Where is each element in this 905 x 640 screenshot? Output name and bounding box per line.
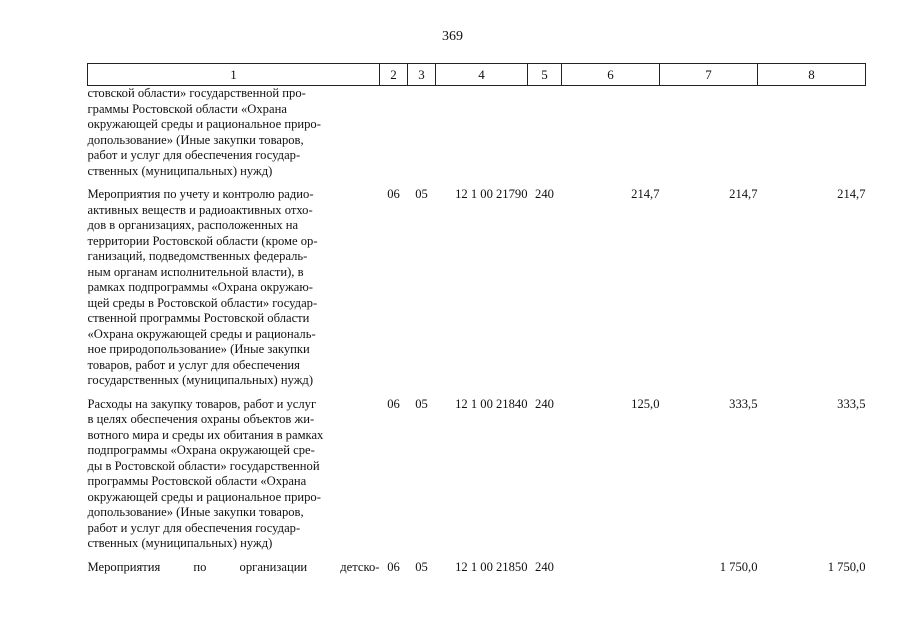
table-row [88,86,866,188]
description-line: дов в организациях, расположенных на [87,218,299,232]
amount-col7: 214,7 [729,187,758,201]
description-line: активных веществ и радиоактивных отхо- [87,202,313,217]
column-header-5: 5 [528,64,562,86]
section-code: 06 [387,559,400,574]
section-code: 06 [387,396,400,411]
description-line: Мероприятия по учету и контролю радио- [87,187,314,201]
description-line: подпрограммы «Охрана окружающей сре- [87,443,315,457]
description-line: ды в Ростовской области» государственной [87,458,320,473]
table-row [88,187,866,397]
description-line: ное природопользование» (Иные закупки [87,342,310,356]
row-description [88,560,380,584]
description-line: ным органам исполнительной власти), в [87,264,304,279]
description-line: ственных (муниципальных) нужд) [87,536,273,550]
column-header-7: 7 [660,64,758,86]
amount-col6: 125,0 [631,396,660,411]
description-line: «Охрана окружающей среды и рациональ- [87,326,316,341]
description-line: рамках подпрограммы «Охрана окружаю- [87,280,313,294]
amount-col8: 333,5 [837,396,866,411]
column-header-4: 4 [436,64,528,86]
section-code: 06 [387,187,400,201]
description-line: Расходы на закупку товаров, работ и услуг [87,396,317,411]
description-line: в целях обеспечения охраны объектов жи- [87,412,315,426]
column-header-6: 6 [562,64,660,86]
amount-col6 [562,560,660,584]
row-description [88,86,380,188]
column-number-header-row [88,64,866,86]
amount-col7: 333,5 [729,396,758,411]
amount-col6 [562,86,660,188]
target-article-code: 12 1 00 21850 [455,559,528,574]
column-header-8: 8 [758,64,866,86]
amount-col8 [758,86,866,188]
amount-col8: 214,7 [837,187,866,201]
description-line: программы Ростовской области «Охрана [87,474,307,488]
description-line: стовской области» государственной про- [87,86,306,100]
description-line: ственной программы Ростовской области [87,311,310,325]
description-line: щей среды в Ростовской области» государ- [87,295,318,310]
subsection-code: 05 [415,396,428,411]
target-article-code: 12 1 00 21840 [455,396,528,411]
column-header-1: 1 [88,64,380,86]
amount-col7 [660,86,758,188]
target-article-code: 12 1 00 21790 [455,187,528,201]
expense-type-code [528,86,562,188]
expense-type-code: 240 [535,559,554,574]
subsection-code: 05 [415,187,428,201]
description-line: ственных (муниципальных) нужд) [87,163,273,178]
description-line: допользование» (Иные закупки товаров, [87,505,304,519]
row-description [88,187,380,397]
description-line: государственных (муниципальных) нужд) [87,373,314,387]
description-line: работ и услуг для обеспечения государ- [87,520,301,535]
expense-type-code: 240 [535,396,554,411]
budget-table [87,63,866,583]
description-line: Мероприятия по организации детско- [87,559,380,574]
description-line: граммы Ростовской области «Охрана [87,101,287,116]
expense-type-code: 240 [535,187,554,201]
table-row [88,397,866,560]
amount-col7: 1 750,0 [719,559,758,574]
amount-col6: 214,7 [631,187,660,201]
table-row [88,560,866,584]
row-description [88,397,380,560]
column-header-3: 3 [408,64,436,86]
description-line: территории Ростовской области (кроме ор- [87,233,318,248]
description-line: товаров, работ и услуг для обеспечения [87,357,300,372]
section-code [380,86,408,188]
description-line: работ и услуг для обеспечения государ- [87,148,301,162]
column-header-2: 2 [380,64,408,86]
page-number: 369 [442,29,463,44]
description-line: допользование» (Иные закупки товаров, [87,132,304,147]
target-article-code [436,86,528,188]
subsection-code: 05 [415,559,428,574]
amount-col8: 1 750,0 [827,559,866,574]
description-line: окружающей среды и рациональное приро- [87,117,321,131]
subsection-code [408,86,436,188]
description-line: вотного мира и среды их обитания в рамках [87,427,324,442]
description-line: окружающей среды и рациональное приро- [87,489,321,504]
description-line: ганизаций, подведомственных федераль- [87,249,308,263]
